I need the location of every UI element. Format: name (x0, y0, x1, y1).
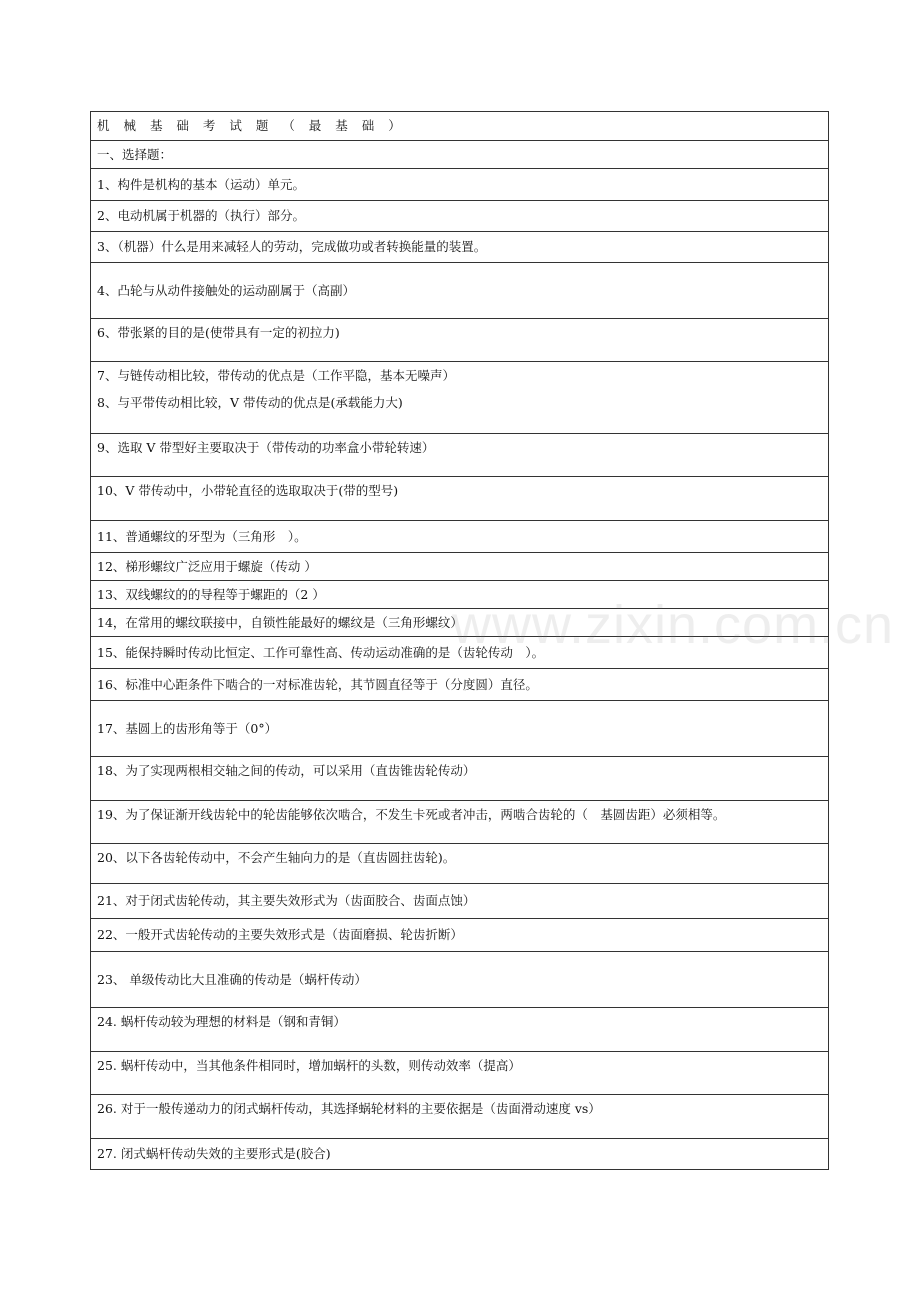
question-row (91, 801, 829, 844)
exam-sheet (90, 111, 829, 1170)
exam-table (90, 111, 829, 1170)
question-row (91, 1095, 829, 1139)
title-row (91, 112, 829, 141)
question-text: 17、基圆上的齿形角等于（0°） (91, 701, 829, 757)
question-text: 25. 蜗杆传动中，当其他条件相同时，增加蜗杆的头数，则传动效率（提高） (91, 1052, 829, 1095)
question-row (91, 232, 829, 263)
question-text: 15、能保持瞬时传动比恒定、工作可靠性高、传动运动准确的是（齿轮传动 ）。 (91, 637, 829, 669)
section-heading: 一、选择题： (91, 141, 829, 169)
question-row (91, 1052, 829, 1095)
question-row (91, 844, 829, 884)
question-text: 2、电动机属于机器的（执行）部分。 (91, 201, 829, 232)
question-text: 1、构件是机构的基本（运动）单元。 (91, 169, 829, 201)
question-text: 3、（机器）什么是用来减轻人的劳动，完成做功或者转换能量的装置。 (91, 232, 829, 263)
question-row (91, 477, 829, 521)
question-row (91, 1008, 829, 1052)
question-text: 18、为了实现两根相交轴之间的传动，可以采用（直齿锥齿轮传动） (91, 757, 829, 801)
question-text: 26. 对于一般传递动力的闭式蜗杆传动，其选择蜗轮材料的主要依据是（齿面滑动速度 vs） (91, 1095, 829, 1139)
question-text: 11、普通螺纹的牙型为（三角形 ）。 (91, 521, 829, 553)
question-text: 7、与链传动相比较，带传动的优点是（工作平隐，基本无噪声） (97, 368, 455, 383)
exam-title: 机 械 基 础 考 试 题 （ 最 基 础 ） (91, 112, 829, 141)
question-text: 16、标准中心距条件下啮合的一对标准齿轮，其节圆直径等于（分度圆）直径。 (91, 669, 829, 701)
question-row (91, 757, 829, 801)
question-text: 12、梯形螺纹广泛应用于螺旋（传动 ） (91, 553, 829, 581)
question-text: 4、凸轮与从动件接触处的运动副属于（高副） (91, 263, 829, 319)
site-watermark: www.zixin.com.cn (452, 595, 895, 655)
question-text: 21、对于闭式齿轮传动，其主要失效形式为（齿面胶合、齿面点蚀） (91, 884, 829, 919)
question-row (91, 319, 829, 362)
question-row (91, 701, 829, 757)
question-row (91, 919, 829, 952)
question-text: 14，在常用的螺纹联接中，自锁性能最好的螺纹是（三角形螺纹） (91, 609, 829, 637)
question-row (91, 553, 829, 581)
section-row (91, 141, 829, 169)
question-row (91, 169, 829, 201)
question-text: 22、一般开式齿轮传动的主要失效形式是（齿面磨损、轮齿折断） (91, 919, 829, 952)
question-row (91, 1139, 829, 1170)
question-text: 27. 闭式蜗杆传动失效的主要形式是(胶合) (91, 1139, 829, 1170)
question-row (91, 362, 829, 434)
question-row (91, 521, 829, 553)
question-text: 10、V 带传动中，小带轮直径的选取取决于(带的型号) (91, 477, 829, 521)
question-text: 9、选取 V 带型好主要取决于（带传动的功率盒小带轮转速） (91, 434, 829, 477)
question-row (91, 201, 829, 232)
question-text: 24. 蜗杆传动较为理想的材料是（钢和青铜） (91, 1008, 829, 1052)
question-text: 8、与平带传动相比较，V 带传动的优点是(承载能力大) (97, 394, 403, 410)
question-text: 23、 单级传动比大且准确的传动是（蜗杆传动） (91, 952, 829, 1008)
question-row (91, 952, 829, 1008)
question-row (91, 637, 829, 669)
question-row (91, 263, 829, 319)
question-text: 20、以下各齿轮传动中，不会产生轴向力的是（直齿圆拄齿轮)。 (91, 844, 829, 884)
question-row (91, 434, 829, 477)
question-text: 19、为了保证渐开线齿轮中的轮齿能够依次啮合，不发生卡死或者冲击，两啮合齿轮的（ 基圆齿距）必须相等。 (91, 801, 829, 844)
question-row (91, 581, 829, 609)
question-row (91, 669, 829, 701)
question-pair (91, 362, 829, 434)
question-row (91, 884, 829, 919)
question-text: 13、双线螺纹的的导程等于螺距的（2 ） (91, 581, 829, 609)
question-text: 6、带张紧的目的是(使带具有一定的初拉力) (91, 319, 829, 362)
question-row (91, 609, 829, 637)
